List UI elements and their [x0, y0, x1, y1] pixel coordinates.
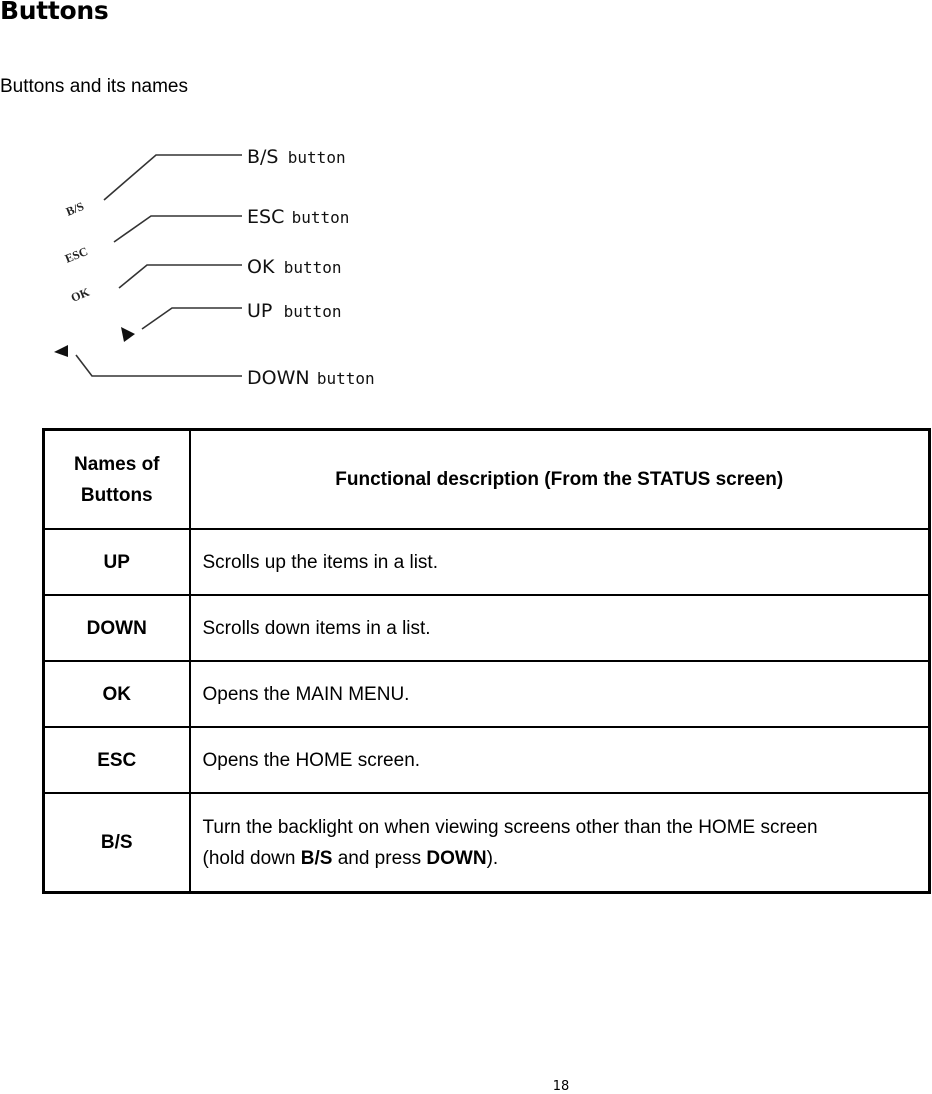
button-description-cell: Opens the MAIN MENU.: [190, 661, 930, 727]
callout-up: [247, 300, 341, 322]
table-row: [44, 595, 930, 661]
button-name-cell: OK: [44, 661, 190, 727]
buttons-table: [42, 428, 931, 894]
callout-down-suffix: button: [316, 369, 375, 388]
description-key-bs: B/S: [300, 847, 333, 869]
callout-bs: [247, 146, 346, 168]
button-diagram: [40, 130, 420, 392]
names-column-header: [44, 430, 190, 530]
callout-up-suffix: button: [283, 302, 342, 321]
esc-leader-line: [114, 216, 242, 242]
callout-up-name: UP: [247, 300, 273, 322]
ok-leader-line: [119, 265, 242, 288]
description-key-down: DOWN: [426, 847, 487, 869]
callout-bs-name: B/S: [247, 146, 279, 168]
page-number: 18: [552, 1079, 570, 1094]
description-line2-open: (hold down: [202, 847, 301, 869]
callout-ok-suffix: button: [283, 258, 342, 277]
description-column-header: Functional description (From the STATUS screen): [190, 430, 930, 530]
up-arrow-icon: [121, 327, 135, 342]
callout-ok: [247, 256, 342, 278]
button-description-cell: Opens the HOME screen.: [190, 727, 930, 793]
button-description-cell: Scrolls up the items in a list.: [190, 529, 930, 595]
description-line2-middle: and press: [332, 847, 427, 869]
device-label-esc: ESC: [62, 244, 90, 266]
names-header-line1: Names of: [73, 453, 160, 475]
button-description-cell: [190, 793, 930, 893]
down-leader-line: [76, 355, 242, 376]
description-line2-close: ).: [486, 847, 499, 869]
button-name-cell: UP: [44, 529, 190, 595]
callout-bs-suffix: button: [287, 148, 346, 167]
intro-text: Buttons and its names: [0, 76, 188, 97]
device-label-bs: B/S: [63, 199, 86, 219]
button-name-cell: DOWN: [44, 595, 190, 661]
button-name-cell: ESC: [44, 727, 190, 793]
down-arrow-icon: [54, 345, 68, 357]
callout-esc-suffix: button: [291, 208, 350, 227]
bs-leader-line: [104, 155, 242, 200]
table-row: [44, 793, 930, 893]
callout-esc-name: ESC: [247, 206, 285, 228]
callout-esc: [247, 206, 349, 228]
names-header-line2: Buttons: [80, 484, 153, 506]
button-description-cell: Scrolls down items in a list.: [190, 595, 930, 661]
up-leader-line: [142, 308, 242, 329]
callout-down: [247, 367, 375, 389]
device-label-ok: OK: [68, 284, 92, 305]
button-name-cell: B/S: [44, 793, 190, 893]
table-row: [44, 529, 930, 595]
page-heading: Buttons: [0, 0, 109, 25]
callout-ok-name: OK: [247, 256, 275, 278]
table-header-row: [44, 430, 930, 530]
callout-down-name: DOWN: [247, 367, 310, 389]
description-line1: Turn the backlight on when viewing screens other than the HOME screen: [202, 816, 818, 838]
table-row: [44, 661, 930, 727]
table-row: [44, 727, 930, 793]
